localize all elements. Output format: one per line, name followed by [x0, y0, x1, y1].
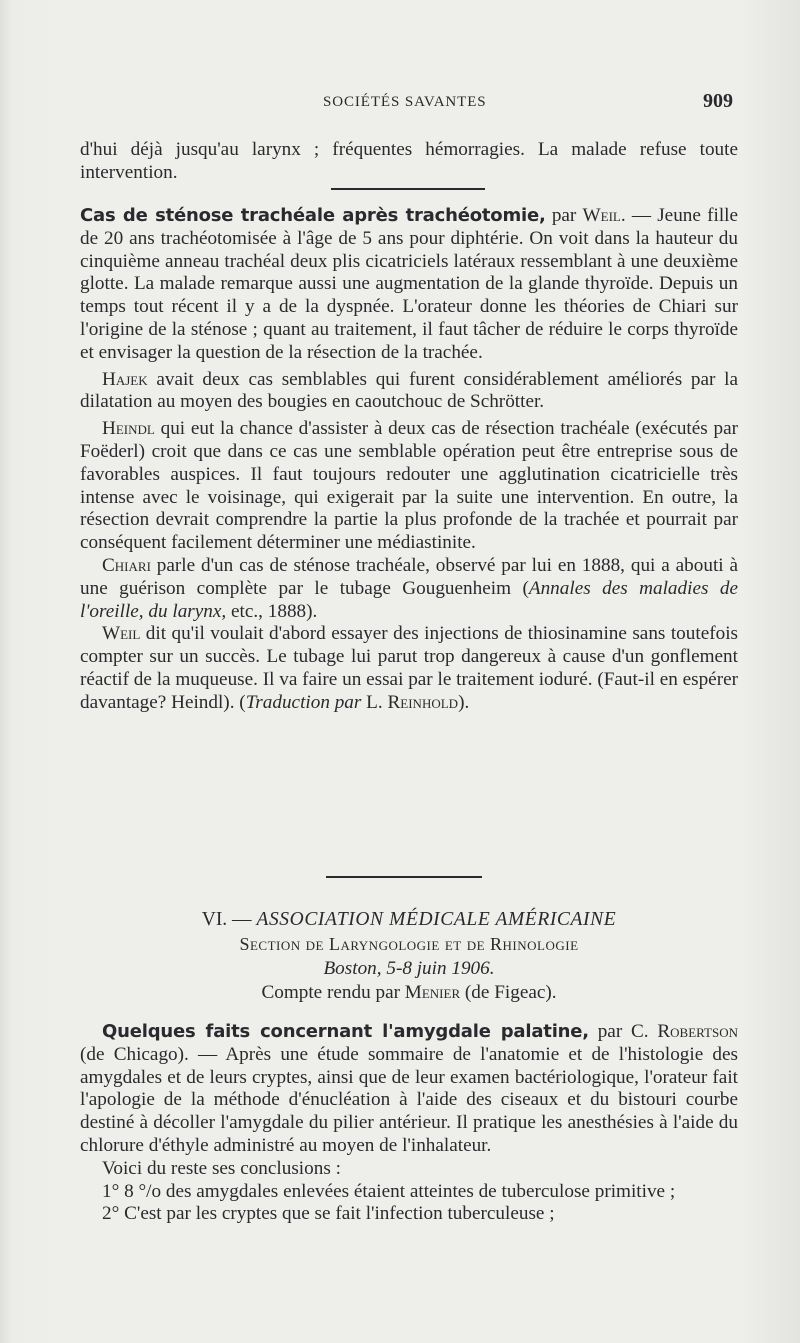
case-body: (de Chicago). — Après une étude sommaire de l'anatomie et de l'histologie des amygdales et de leurs cryptes, ainsi que de leur examen bactériologique, l'orateur fait l'apologie de la méthode d'énucléation à l'aide des ciseaux et du bistouri courbe destiné à décoller l'amygdale du pilier antérieur. Il pratique les anesthésies à l'aide du chlorure d'éthyle administré au moyen de l'inhalateur. — [80, 1043, 738, 1156]
page-header — [0, 90, 800, 120]
reference-title: Annales des maladies de l'oreille, du larynx, — [80, 577, 738, 622]
chiari-paragraph — [80, 555, 738, 623]
case-amygdale-section — [80, 1021, 738, 1226]
section-subtitle: Section de Laryngologie et de Rhinologie — [239, 934, 579, 954]
weil-paragraph — [80, 623, 738, 714]
speaker-text: parle d'un cas de sténose trachéale, observé par lui en 1888, qui a abouti à une guérison complète par le tubage Gouguenheim ( — [80, 554, 738, 599]
reference-end: etc., 1888). — [226, 600, 318, 622]
paragraph-text: d'hui déjà jusqu'au larynx ; fréquentes hémorragies. La malade refuse toute intervention. — [80, 139, 738, 183]
case-amygdale-paragraph — [80, 1021, 738, 1158]
separator-rule — [331, 188, 485, 190]
case-par: par C. — [588, 1021, 658, 1042]
case-stenose-section — [80, 205, 738, 715]
section-title: VI. — ASSOCIATION MÉDICALE AMÉRICAINE — [201, 909, 617, 930]
conclusions-intro: Voici du reste ses conclusions : — [102, 1157, 341, 1179]
section-heading — [80, 908, 738, 1005]
conclusion-item: 2° C'est par les cryptes que se fait l'infection tuberculeuse ; — [102, 1203, 555, 1225]
conclusion-item: 1° 8 °/o des amygdales enlevées étaient atteintes de tuberculose primitive ; — [102, 1180, 676, 1202]
paragraph-continued — [80, 139, 738, 185]
case-author: Weil — [582, 205, 621, 226]
report-credit: Compte rendu par Menier (de Figeac). — [261, 982, 557, 1003]
case-par: par — [545, 205, 583, 226]
speaker-name: Hajek — [102, 368, 148, 390]
speaker-name: Weil — [102, 623, 141, 645]
page-number: 909 — [703, 90, 733, 112]
case-body: . — Jeune fille de 20 ans trachéotomisée à l'âge de 5 ans pour diphtérie. On voit dans la hauteur du cinquième anneau trachéal deux plis cicatriciels latéraux ressemblant à une deuxième glotte. La malade remarque aussi une augmentation de la glande thyroïde. Depuis un temps tout récent il y a de la dyspnée. L'orateur donne les théories de Chiari sur l'origine de la sténose ; quant au traitement, il faut tâcher de réduire le corps thyroïde et envisager la question de la résection de la trachée. — [80, 205, 738, 363]
case-title: Quelques faits concernant l'amygdale palatine, — [102, 1021, 589, 1042]
speaker-name: Heindl — [102, 418, 155, 440]
case-title: Cas de sténose trachéale après trachéotomie, — [80, 205, 546, 226]
speaker-text: dit qu'il voulait d'abord essayer des injections de thiosinamine sans toutefois compter sur un succès. Le tubage lui parut trop dangereux à cause d'un gonflement réactif de la muqueuse. Il va faire un essai par le traitement ioduré. (Faut-il en espérer davantage? Heindl). — [80, 623, 738, 713]
hajek-paragraph — [80, 369, 738, 415]
speaker-text: avait deux cas semblables qui furent considérablement améliorés par la dilatation au moyen des bougies en caoutchouc de Schrötter. — [80, 368, 738, 413]
translation-credit: (Traduction par L. Reinhold). — [239, 691, 470, 713]
heindl-paragraph — [80, 418, 738, 555]
case-author: Robertson — [657, 1021, 738, 1042]
speaker-text: qui eut la chance d'assister à deux cas de résection trachéale (exécutés par Foëderl) croit que dans ce cas une semblable opération peut être entreprise sous de favorables auspices. Il faut toujours redouter une agglutination cicatricielle très intense avec le voisinage, qui exigerait par la suite une intervention. En outre, la résection devrait comprendre la partie la plus profonde de la trachée et pourrait par conséquent facilement déterminer une médiastinite. — [80, 418, 738, 554]
speaker-name: Chiari — [102, 554, 151, 576]
separator-rule — [326, 876, 482, 878]
place-date: Boston, 5-8 juin 1906. — [323, 958, 495, 979]
case-stenose-paragraph — [80, 205, 738, 365]
running-head: SOCIÉTÉS SAVANTES — [323, 94, 487, 110]
